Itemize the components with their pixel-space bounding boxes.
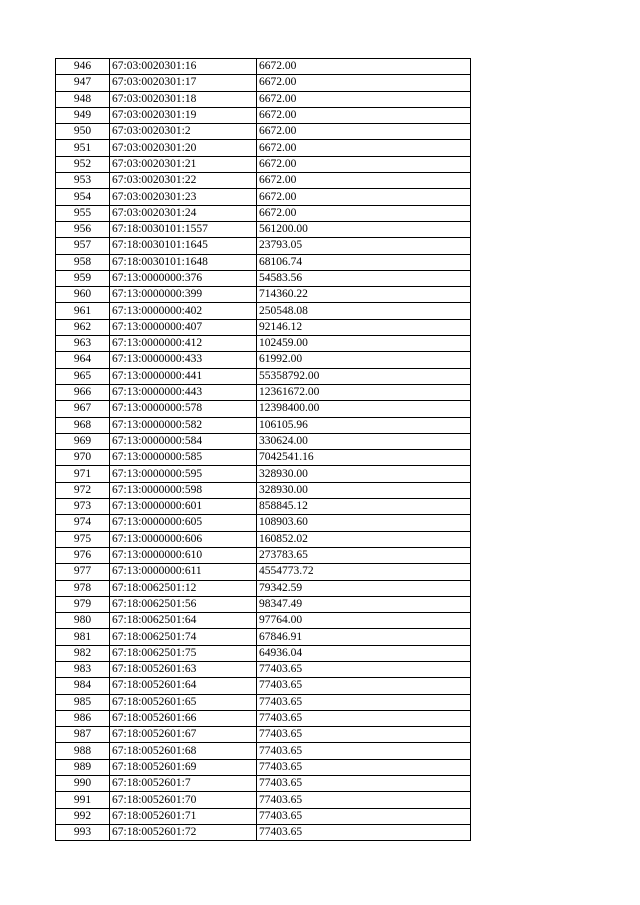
value-cell: 714360.22 — [257, 287, 471, 303]
row-number-cell: 952 — [56, 156, 110, 172]
value-cell: 77403.65 — [257, 824, 471, 840]
table-row — [56, 205, 471, 221]
cadastral-number-cell: 67:18:0052601:69 — [110, 759, 257, 775]
cadastral-number-cell: 67:18:0052601:65 — [110, 694, 257, 710]
row-number-cell: 959 — [56, 270, 110, 286]
table-row — [56, 759, 471, 775]
table-row — [56, 173, 471, 189]
table-row — [56, 221, 471, 237]
cadastral-number-cell: 67:13:0000000:605 — [110, 515, 257, 531]
cadastral-number-cell: 67:18:0052601:70 — [110, 792, 257, 808]
value-cell: 23793.05 — [257, 238, 471, 254]
value-cell: 77403.65 — [257, 792, 471, 808]
value-cell: 77403.65 — [257, 661, 471, 677]
value-cell: 61992.00 — [257, 352, 471, 368]
table-row — [56, 59, 471, 75]
table-row — [56, 401, 471, 417]
table-row — [56, 547, 471, 563]
value-cell: 328930.00 — [257, 466, 471, 482]
value-cell: 77403.65 — [257, 678, 471, 694]
row-number-cell: 978 — [56, 580, 110, 596]
cadastral-number-cell: 67:13:0000000:433 — [110, 352, 257, 368]
table-row — [56, 678, 471, 694]
row-number-cell: 970 — [56, 450, 110, 466]
row-number-cell: 993 — [56, 824, 110, 840]
value-cell: 561200.00 — [257, 221, 471, 237]
cadastral-number-cell: 67:13:0000000:407 — [110, 319, 257, 335]
cadastral-number-cell: 67:18:0052601:66 — [110, 710, 257, 726]
cadastral-number-cell: 67:03:0020301:19 — [110, 107, 257, 123]
cadastral-number-cell: 67:18:0062501:12 — [110, 580, 257, 596]
table-row — [56, 743, 471, 759]
row-number-cell: 972 — [56, 482, 110, 498]
value-cell: 106105.96 — [257, 417, 471, 433]
row-number-cell: 979 — [56, 596, 110, 612]
cadastral-number-cell: 67:18:0062501:56 — [110, 596, 257, 612]
cadastral-number-cell: 67:03:0020301:18 — [110, 91, 257, 107]
value-cell: 77403.65 — [257, 694, 471, 710]
cadastral-number-cell: 67:18:0052601:71 — [110, 808, 257, 824]
table-row — [56, 629, 471, 645]
table-row — [56, 124, 471, 140]
value-cell: 6672.00 — [257, 173, 471, 189]
table-row — [56, 596, 471, 612]
value-cell: 160852.02 — [257, 531, 471, 547]
cadastral-number-cell: 67:18:0052601:67 — [110, 727, 257, 743]
row-number-cell: 980 — [56, 613, 110, 629]
cadastral-number-cell: 67:13:0000000:601 — [110, 499, 257, 515]
table-row — [56, 319, 471, 335]
value-cell: 102459.00 — [257, 336, 471, 352]
row-number-cell: 958 — [56, 254, 110, 270]
value-cell: 6672.00 — [257, 124, 471, 140]
cadastral-number-cell: 67:18:0052601:68 — [110, 743, 257, 759]
value-cell: 77403.65 — [257, 776, 471, 792]
row-number-cell: 975 — [56, 531, 110, 547]
table-row — [56, 352, 471, 368]
table-body — [56, 59, 471, 841]
cadastral-number-cell: 67:03:0020301:23 — [110, 189, 257, 205]
row-number-cell: 963 — [56, 336, 110, 352]
row-number-cell: 954 — [56, 189, 110, 205]
value-cell: 97764.00 — [257, 613, 471, 629]
table-row — [56, 270, 471, 286]
table-row — [56, 433, 471, 449]
row-number-cell: 955 — [56, 205, 110, 221]
row-number-cell: 947 — [56, 75, 110, 91]
table-row — [56, 727, 471, 743]
table-row — [56, 91, 471, 107]
row-number-cell: 976 — [56, 547, 110, 563]
cadastral-number-cell: 67:18:0062501:75 — [110, 645, 257, 661]
value-cell: 108903.60 — [257, 515, 471, 531]
table-row — [56, 107, 471, 123]
row-number-cell: 950 — [56, 124, 110, 140]
table-row — [56, 531, 471, 547]
value-cell: 77403.65 — [257, 710, 471, 726]
value-cell: 328930.00 — [257, 482, 471, 498]
table-row — [56, 75, 471, 91]
cadastral-number-cell: 67:13:0000000:584 — [110, 433, 257, 449]
row-number-cell: 961 — [56, 303, 110, 319]
table-row — [56, 808, 471, 824]
table-row — [56, 792, 471, 808]
table-row — [56, 515, 471, 531]
cadastral-number-cell: 67:18:0052601:63 — [110, 661, 257, 677]
table-row — [56, 384, 471, 400]
table-row — [56, 645, 471, 661]
cadastral-number-cell: 67:13:0000000:412 — [110, 336, 257, 352]
table-row — [56, 156, 471, 172]
table-row — [56, 710, 471, 726]
value-cell: 12398400.00 — [257, 401, 471, 417]
value-cell: 6672.00 — [257, 189, 471, 205]
table-row — [56, 336, 471, 352]
value-cell: 12361672.00 — [257, 384, 471, 400]
value-cell: 6672.00 — [257, 205, 471, 221]
value-cell: 6672.00 — [257, 59, 471, 75]
cadastral-number-cell: 67:13:0000000:610 — [110, 547, 257, 563]
data-table — [55, 58, 471, 841]
table-row — [56, 482, 471, 498]
row-number-cell: 985 — [56, 694, 110, 710]
cadastral-number-cell: 67:18:0030101:1648 — [110, 254, 257, 270]
table-row — [56, 140, 471, 156]
value-cell: 6672.00 — [257, 91, 471, 107]
row-number-cell: 960 — [56, 287, 110, 303]
table-row — [56, 303, 471, 319]
cadastral-number-cell: 67:18:0062501:64 — [110, 613, 257, 629]
table-row — [56, 450, 471, 466]
cadastral-number-cell: 67:03:0020301:16 — [110, 59, 257, 75]
row-number-cell: 965 — [56, 368, 110, 384]
table-row — [56, 776, 471, 792]
cadastral-number-cell: 67:03:0020301:17 — [110, 75, 257, 91]
row-number-cell: 989 — [56, 759, 110, 775]
table-row — [56, 499, 471, 515]
value-cell: 77403.65 — [257, 727, 471, 743]
row-number-cell: 986 — [56, 710, 110, 726]
value-cell: 858845.12 — [257, 499, 471, 515]
value-cell: 273783.65 — [257, 547, 471, 563]
cadastral-number-cell: 67:13:0000000:585 — [110, 450, 257, 466]
row-number-cell: 982 — [56, 645, 110, 661]
row-number-cell: 967 — [56, 401, 110, 417]
row-number-cell: 981 — [56, 629, 110, 645]
value-cell: 330624.00 — [257, 433, 471, 449]
value-cell: 77403.65 — [257, 759, 471, 775]
row-number-cell: 968 — [56, 417, 110, 433]
value-cell: 250548.08 — [257, 303, 471, 319]
row-number-cell: 964 — [56, 352, 110, 368]
cadastral-number-cell: 67:13:0000000:441 — [110, 368, 257, 384]
row-number-cell: 953 — [56, 173, 110, 189]
table-row — [56, 824, 471, 840]
value-cell: 77403.65 — [257, 743, 471, 759]
value-cell: 6672.00 — [257, 75, 471, 91]
row-number-cell: 951 — [56, 140, 110, 156]
value-cell: 79342.59 — [257, 580, 471, 596]
cadastral-number-cell: 67:13:0000000:595 — [110, 466, 257, 482]
table-row — [56, 287, 471, 303]
row-number-cell: 977 — [56, 564, 110, 580]
table-row — [56, 694, 471, 710]
cadastral-number-cell: 67:13:0000000:402 — [110, 303, 257, 319]
value-cell: 7042541.16 — [257, 450, 471, 466]
table-row — [56, 564, 471, 580]
cadastral-number-cell: 67:13:0000000:399 — [110, 287, 257, 303]
row-number-cell: 991 — [56, 792, 110, 808]
cadastral-number-cell: 67:03:0020301:24 — [110, 205, 257, 221]
row-number-cell: 990 — [56, 776, 110, 792]
cadastral-number-cell: 67:03:0020301:22 — [110, 173, 257, 189]
table-row — [56, 661, 471, 677]
value-cell: 6672.00 — [257, 107, 471, 123]
value-cell: 54583.56 — [257, 270, 471, 286]
row-number-cell: 946 — [56, 59, 110, 75]
row-number-cell: 974 — [56, 515, 110, 531]
value-cell: 6672.00 — [257, 140, 471, 156]
cadastral-number-cell: 67:13:0000000:582 — [110, 417, 257, 433]
cadastral-number-cell: 67:18:0062501:74 — [110, 629, 257, 645]
row-number-cell: 984 — [56, 678, 110, 694]
cadastral-number-cell: 67:13:0000000:611 — [110, 564, 257, 580]
cadastral-number-cell: 67:18:0052601:72 — [110, 824, 257, 840]
value-cell: 68106.74 — [257, 254, 471, 270]
cadastral-number-cell: 67:18:0052601:7 — [110, 776, 257, 792]
row-number-cell: 987 — [56, 727, 110, 743]
row-number-cell: 957 — [56, 238, 110, 254]
row-number-cell: 992 — [56, 808, 110, 824]
cadastral-number-cell: 67:13:0000000:443 — [110, 384, 257, 400]
cadastral-number-cell: 67:13:0000000:376 — [110, 270, 257, 286]
table-row — [56, 189, 471, 205]
cadastral-number-cell: 67:03:0020301:21 — [110, 156, 257, 172]
row-number-cell: 948 — [56, 91, 110, 107]
table-row — [56, 368, 471, 384]
cadastral-number-cell: 67:03:0020301:20 — [110, 140, 257, 156]
value-cell: 64936.04 — [257, 645, 471, 661]
value-cell: 92146.12 — [257, 319, 471, 335]
cadastral-number-cell: 67:13:0000000:598 — [110, 482, 257, 498]
value-cell: 77403.65 — [257, 808, 471, 824]
cadastral-number-cell: 67:18:0030101:1645 — [110, 238, 257, 254]
table-row — [56, 417, 471, 433]
row-number-cell: 962 — [56, 319, 110, 335]
value-cell: 98347.49 — [257, 596, 471, 612]
row-number-cell: 966 — [56, 384, 110, 400]
table-row — [56, 238, 471, 254]
value-cell: 55358792.00 — [257, 368, 471, 384]
table-row — [56, 466, 471, 482]
cadastral-number-cell: 67:03:0020301:2 — [110, 124, 257, 140]
row-number-cell: 956 — [56, 221, 110, 237]
cadastral-number-cell: 67:13:0000000:606 — [110, 531, 257, 547]
table-row — [56, 580, 471, 596]
table-row — [56, 613, 471, 629]
value-cell: 6672.00 — [257, 156, 471, 172]
value-cell: 67846.91 — [257, 629, 471, 645]
row-number-cell: 949 — [56, 107, 110, 123]
cadastral-number-cell: 67:18:0052601:64 — [110, 678, 257, 694]
value-cell: 4554773.72 — [257, 564, 471, 580]
row-number-cell: 988 — [56, 743, 110, 759]
row-number-cell: 973 — [56, 499, 110, 515]
row-number-cell: 983 — [56, 661, 110, 677]
cadastral-number-cell: 67:18:0030101:1557 — [110, 221, 257, 237]
row-number-cell: 969 — [56, 433, 110, 449]
row-number-cell: 971 — [56, 466, 110, 482]
table-row — [56, 254, 471, 270]
cadastral-number-cell: 67:13:0000000:578 — [110, 401, 257, 417]
